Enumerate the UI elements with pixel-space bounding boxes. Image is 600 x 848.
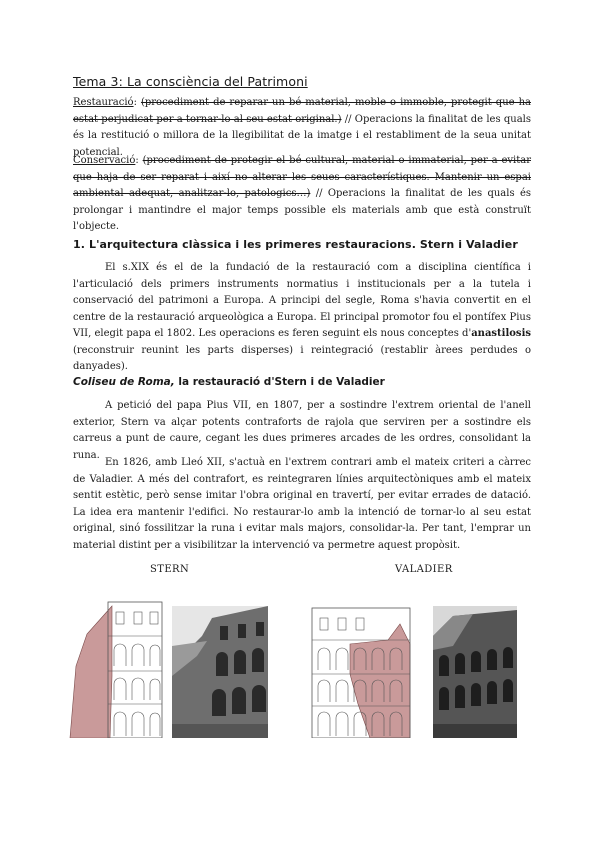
- section2-paragraph-1: A petició del papa Pius VII, en 1807, per a sostindre l'extrem oriental de l'anell exterior, Stern va alçar potents contraforts de rajola que serviren per a sostindre els carreus a punt de caure, cegant les dues primeres arcades de les ordres, consolidant la runa.: [73, 400, 531, 461]
- struck-restauracio: (procediment de reparar un bé material, moble o immoble, protegit que ha estat perjudicat per a tornar-lo al seu estat original.): [73, 97, 531, 125]
- section1-p1-after: (reconstruir reunint les parts disperses) i reintegració (restablir àrees perdudes o danyades).: [73, 344, 531, 372]
- section1-paragraph: [73, 260, 531, 376]
- text-conservacio: // Operacions la finalitat de les quals és prolongar i mantindre el major temps possible els materials amb que està construït l'objecte.: [73, 188, 531, 232]
- valadier-elevation-drawing: [310, 604, 422, 738]
- stern-photo: [172, 606, 268, 738]
- struck-conservacio: (procediment de protegir el bé cultural, material o immaterial, per a evitar que haja de ser reparat i així no alterar les seues característiques. Mantenir un espai ambiental adequat, analitzar-lo, patologics…): [73, 155, 531, 199]
- term-restauracio: Restauració: [73, 97, 134, 108]
- section1-heading: 1. L'arquitectura clàssica i les primeres restauracions. Stern i Valadier: [73, 238, 518, 251]
- section2-heading-italic: Coliseu de Roma,: [73, 376, 175, 388]
- section2-paragraph-2: En 1826, amb Lleó XII, s'actuà en l'extrem contrari amb el mateix criteri a càrrec de Valadier. A més del contrafort, es reintegraren línies arquitectòniques amb el mateix sentit estètic, però sense imitar l'obra original en travertí, per evitar errades de datació. La idea era mantenir l'edifici. No restaurar-lo amb la intenció de tornar-lo al seu estat original, sinó fossilitzar la runa i evitar mals majors, consolidar-la. Per tant, l'emprar un material distint per a visibilitzar la intervenció va permetre aquest propòsit.: [73, 457, 531, 551]
- valadier-photo: [433, 606, 517, 738]
- section1-p1-bold: anastilosis: [471, 328, 531, 339]
- section2-heading-rest: la restauració d'Stern i de Valadier: [174, 376, 385, 388]
- text-restauracio: // Operacions la finalitat de les quals és la restitució o millora de la llegibilitat de la imatge i el restabliment de la seua unitat potencial.: [73, 113, 531, 158]
- term-conservacio: Conservació: [73, 155, 136, 166]
- definition-conservacio: Conservació: (procediment de protegir el bé cultural, material o immaterial, per a evitar que haja de ser reparat i així no alterar les seues característiques. Mantenir un espai ambiental adequat, analitzar-lo, patologics…) // Operacions la finalitat de les quals és prolongar i mantindre el major temps possible els materials amb que està construït l'objecte.: [73, 155, 531, 232]
- section1-p1-before: El s.XIX és el de la fundació de la restauració com a disciplina científica i l'articulació dels primers instruments normatius i institucionals per a la tutela i conservació del patrimoni a Europa. A principi del segle, Roma s'havia convertit en el centre de la restauració arqueològica a Europa. El principal promotor fou el pontífex Pius VII, elegit papa el 1802. Les operacions es feren seguint els nous conceptes d': [73, 262, 531, 339]
- caption-stern: STERN: [150, 564, 190, 575]
- section2-heading: [73, 376, 385, 388]
- stern-elevation-drawing: [52, 596, 164, 738]
- page-title: Tema 3: La consciència del Patrimoni: [73, 74, 308, 89]
- definition-restauracio: Restauració: (procediment de reparar un bé material, moble o immoble, protegit que ha estat perjudicat per a tornar-lo al seu estat original.) // Operacions la finalitat de les quals és la restitució o millora de la llegibilitat de la imatge i el restabliment de la seua unitat potencial.: [73, 97, 531, 158]
- caption-valadier: VALADIER: [395, 564, 453, 575]
